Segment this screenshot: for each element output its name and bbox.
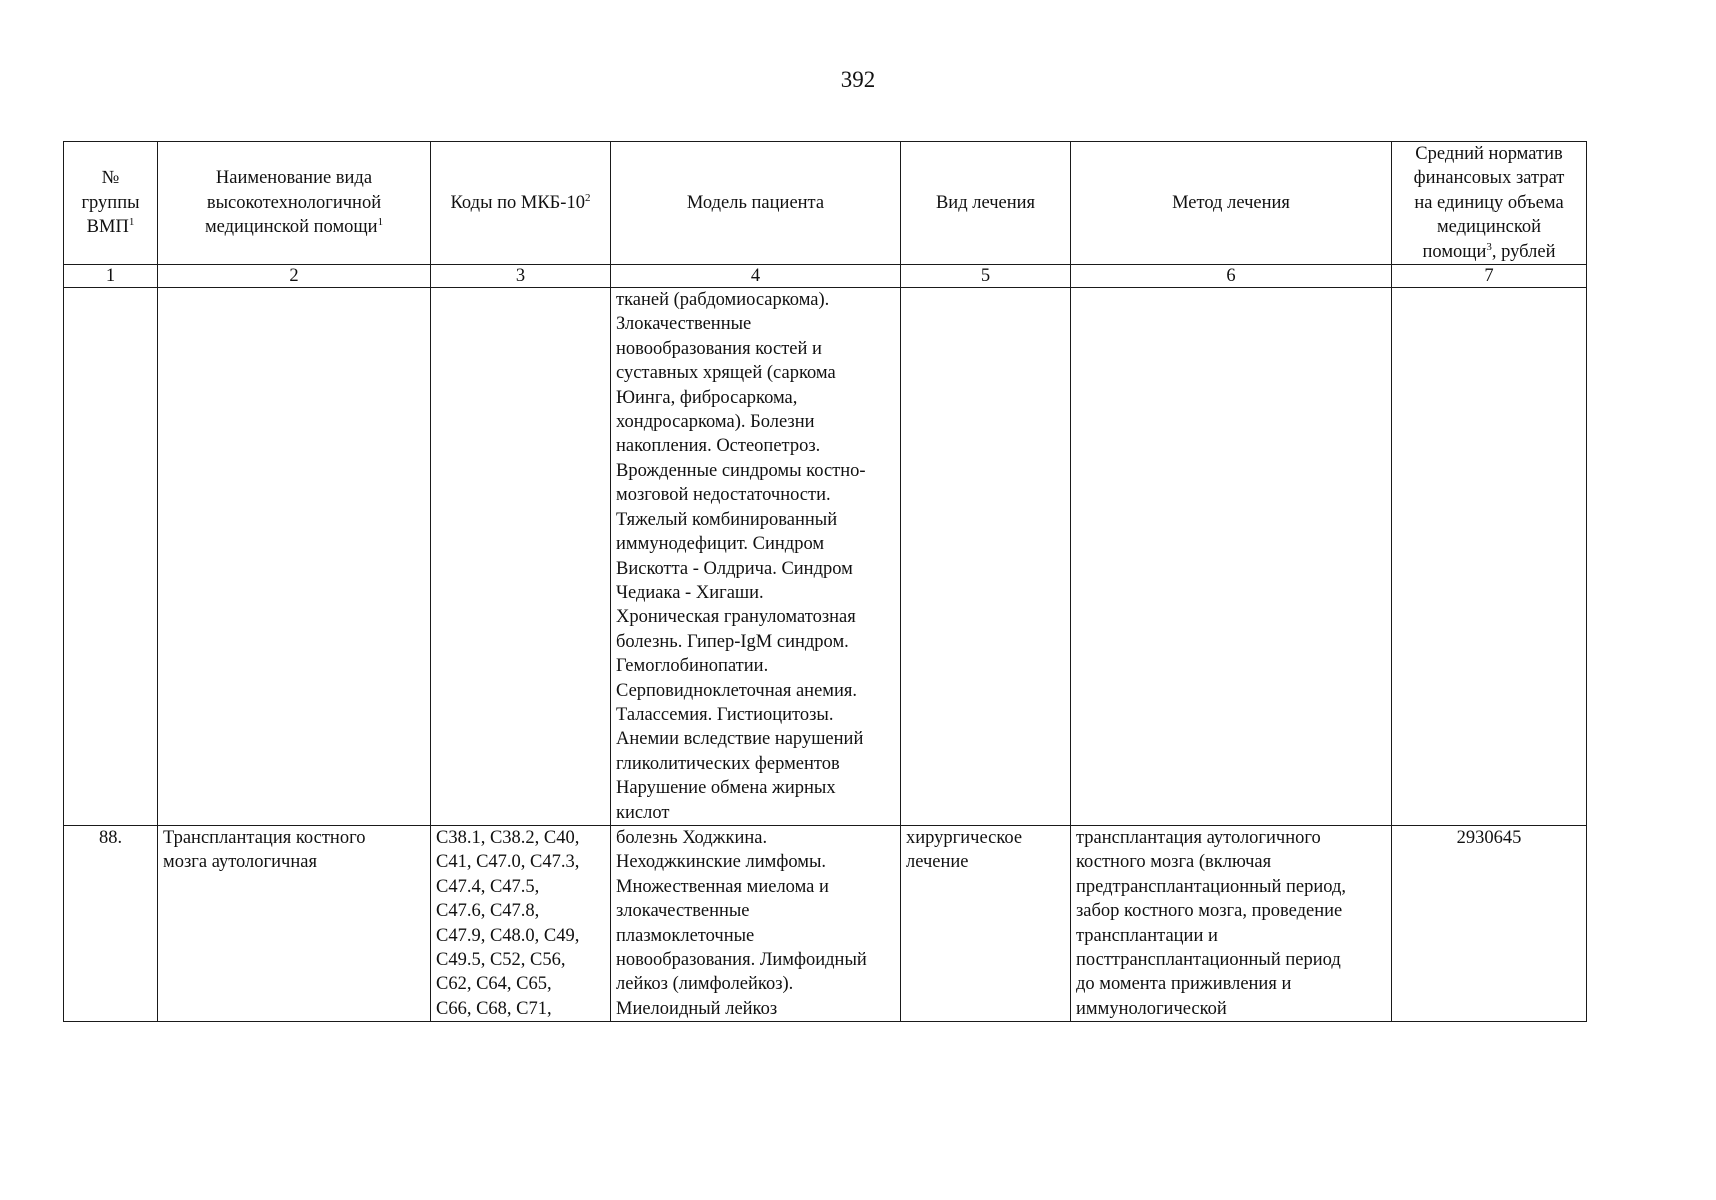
page-number: 392 bbox=[840, 67, 876, 92]
header-icd-codes: Коды по МКБ-$10^2$ bbox=[431, 142, 611, 265]
treatment-method-cell bbox=[1071, 288, 1392, 826]
average-cost-cell bbox=[1392, 288, 1587, 826]
treatment-type-cell bbox=[901, 288, 1071, 826]
column-number: 4 bbox=[611, 265, 901, 288]
header-patient-model: Модель пациента bbox=[611, 142, 901, 265]
average-cost-cell: 2930645 bbox=[1392, 825, 1587, 1021]
column-number: 1 bbox=[64, 265, 158, 288]
group-number-cell bbox=[64, 288, 158, 826]
icd-codes-cell: C38.1, C38.2, C40, C41, C47.0, C47.3, C47.4, C47.5, C47.6, C47.8, C47.9, C48.0, C49, C49.5, C52, C56, C62, C64, C65, C66, C68, C71, bbox=[431, 825, 611, 1021]
patient-model-cell: тканей (рабдомиосаркома). Злокачественные новообразования костей и суставных хрящей (саркома Юинга, фибросаркома, хондросаркома). Болезни накопления. Остеопетроз. Врожденные синдромы костно- мозговой недостаточности. Тяжелый комбинированный иммунодефицит. Синдром Вискотта - Олдрича. Синдром Чедиака - Хигаши. Хроническая грануломатозная болезнь. Гипер-IgM синдром. Гемоглобинопатии. Серповидноклеточная анемия. Талассемия. Гистиоцитозы. Анемии вследствие нарушений гликолитических ферментов Нарушение обмена жирных кислот bbox=[611, 288, 901, 826]
column-number: 5 bbox=[901, 265, 1071, 288]
column-number: 2 bbox=[158, 265, 431, 288]
icd-codes-cell bbox=[431, 288, 611, 826]
column-number: 3 bbox=[431, 265, 611, 288]
care-type-name-cell: Трансплантация костного мозга аутологичная bbox=[158, 825, 431, 1021]
header-treatment-type: Вид лечения bbox=[901, 142, 1071, 265]
header-row bbox=[64, 142, 1587, 265]
column-number: 6 bbox=[1071, 265, 1392, 288]
header-treatment-method: Метод лечения bbox=[1071, 142, 1392, 265]
treatment-type-cell: хирургическое лечение bbox=[901, 825, 1071, 1021]
header-group-number: № группы ВМП$^1$ bbox=[64, 142, 158, 265]
care-type-name-cell bbox=[158, 288, 431, 826]
patient-model-cell: болезнь Ходжкина. Неходжкинские лимфомы. Множественная миелома и злокачественные плазмоклеточные новообразования. Лимфоидный лейкоз (лимфолейкоз). Миелоидный лейкоз bbox=[611, 825, 901, 1021]
vmp-table bbox=[63, 141, 1587, 1022]
header-care-type-name: Наименование вида высокотехнологичной медицинской помощи$^1$ bbox=[158, 142, 431, 265]
column-number: 7 bbox=[1392, 265, 1587, 288]
group-number-cell: 88. bbox=[64, 825, 158, 1021]
column-number-row bbox=[64, 265, 1587, 288]
header-average-cost: Средний норматив финансовых затрат на единицу объема медицинской помощи$^3$, рублей bbox=[1392, 142, 1587, 265]
table-row bbox=[64, 825, 1587, 1021]
treatment-method-cell: трансплантация аутологичного костного мозга (включая предтрансплантационный период, забор костного мозга, проведение трансплантации и посттрансплантационный период до момента приживления и иммунологической bbox=[1071, 825, 1392, 1021]
table-row bbox=[64, 288, 1587, 826]
